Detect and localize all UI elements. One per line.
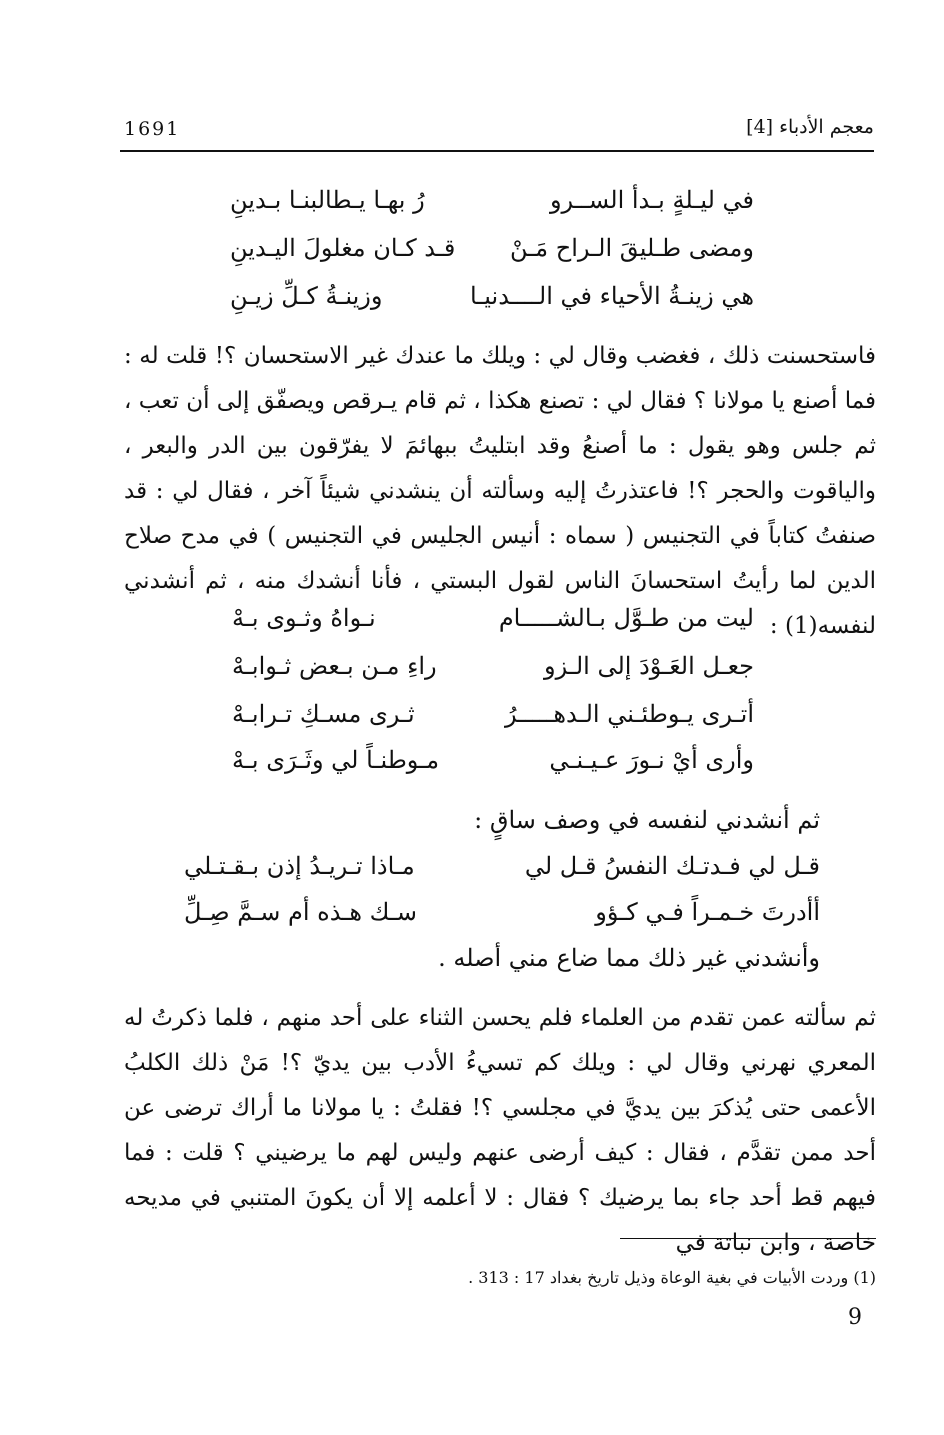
poem3-verse-1 bbox=[184, 852, 820, 886]
verse-hemistich-left: وزينـةُ كـلِّ زيـنِ bbox=[230, 282, 383, 310]
footer-page-number: 9 bbox=[848, 1305, 862, 1330]
verse-hemistich-left: مـاذا تـريـدُ إذن بـقـتـلي bbox=[184, 852, 415, 880]
verse-hemistich-right: وأرى أيْ نـورَ عـيـنـي bbox=[549, 746, 754, 774]
poem1-verse-1 bbox=[230, 186, 754, 220]
poem1-verse-3 bbox=[230, 282, 754, 316]
verse-hemistich-right: قـل لي فـدتـك النفسُ قـل لي bbox=[524, 852, 820, 880]
running-book-title: معجم الأدباء [4] bbox=[746, 116, 874, 138]
verse-hemistich-left: ثـرى مسـكِ تـرابـهْ bbox=[232, 700, 415, 728]
verse-hemistich-left: سـك هـذه أم سـمَّ صِـلِّ bbox=[184, 898, 417, 926]
running-page-number: 1691 bbox=[124, 118, 181, 140]
verse-hemistich-right: جعـل العَـوْدَ إلى الـزو bbox=[543, 652, 754, 680]
verse-hemistich-left: مـوطنـاً لي وثَـرَى بـهْ bbox=[232, 746, 440, 774]
poem3-verse-2 bbox=[184, 898, 820, 932]
verse-hemistich-left: قـد كـان مغلولَ اليـدينِ bbox=[230, 234, 456, 262]
poem3-intro: ثم أنشدني لنفسه في وصف ساقٍ : bbox=[474, 806, 820, 834]
header-rule bbox=[120, 150, 874, 152]
verse-hemistich-left: نـواهُ وثـوى بـهْ bbox=[232, 604, 376, 632]
verse-hemistich-right: في ليـلةٍ بـدأ الســرو bbox=[549, 186, 754, 214]
verse-hemistich-left: رُ بهـا يـطالبنـا بـدينِ bbox=[230, 186, 425, 214]
closing-line: وأنشدني غير ذلك مما ضاع مني أصله . bbox=[438, 944, 820, 972]
poem2-verse-4 bbox=[232, 746, 754, 780]
paragraph-2: ثم سألته عمن تقدم من العلماء فلم يحسن الثناء على أحد منهم ، فلما ذكرتُ له المعري نهرني وقال لي : ويلك كم تسيءُ الأدب بين يديّ ؟! مَنْ ذلك الكلبُ الأعمى حتى يُذكرَ بين يديَّ في مجلسي ؟! فقلتُ : يا مولانا ما أراك ترضى عن أحد ممن تقدَّم ، فقال : كيف أرضى عنهم وليس لهم ما يرضيني ؟ قلت : فما فيهم قط أحد جاء بما يرضيك ؟ فقال : لا أعلمه إلا أن يكونَ المتنبي في مديحه خاصة ، وابن نباتة في bbox=[124, 1005, 876, 1256]
poem2-verse-3 bbox=[232, 700, 754, 734]
verse-hemistich-right: أتـرى يـوطئـني الـدهـــــرُ bbox=[504, 700, 754, 728]
footnote: (1) وردت الأبيات في بغية الوعاة وذيل تاريخ بغداد 17 : 313 . bbox=[468, 1268, 876, 1287]
verse-hemistich-right: أأدرتَ خـمـراً فـي كـؤو bbox=[595, 898, 820, 926]
poem2-verse-2 bbox=[232, 652, 754, 686]
verse-hemistich-left: راءِ مـن بـعض ثـوابـهْ bbox=[232, 652, 437, 680]
verse-hemistich-right: هي زينـةُ الأحياء في الــــدنيـا bbox=[469, 282, 754, 310]
paragraph-1: فاستحسنت ذلك ، فغضب وقال لي : ويلك ما عندك غير الاستحسان ؟! قلت له : فما أصنع يا مولانا ؟ فقال لي : تصنع هكذا ، ثم قام يـرقص ويصفّق إلى أن تعب ، ثم جلس وهو يقول : ما أصنعُ وقد ابتليتُ ببهائمَ لا يفرّقون بين الدر والبعر ، والياقوت والحجر ؟! فاعتذرتُ إليه وسألته أن ينشدني شيئاً آخر ، فقال لي : قد صنفتُ كتاباً في التجنيس ( سماه : أنيس الجليس في التجنيس ) في مدح صلاح الدين لما رأيتُ استحسانَ الناس لقول البستي ، فأنا أنشدك منه ، ثم أنشدني لنفسه(1) : bbox=[124, 343, 876, 639]
verse-hemistich-right: ومضى طـليقَ الـراح مَـنْ bbox=[509, 234, 754, 262]
verse-hemistich-right: ليت من طـوَّل بـالشـــــام bbox=[498, 604, 754, 632]
poem2-verse-1 bbox=[232, 604, 754, 638]
poem1-verse-2 bbox=[230, 234, 754, 268]
footnote-rule bbox=[620, 1238, 876, 1239]
